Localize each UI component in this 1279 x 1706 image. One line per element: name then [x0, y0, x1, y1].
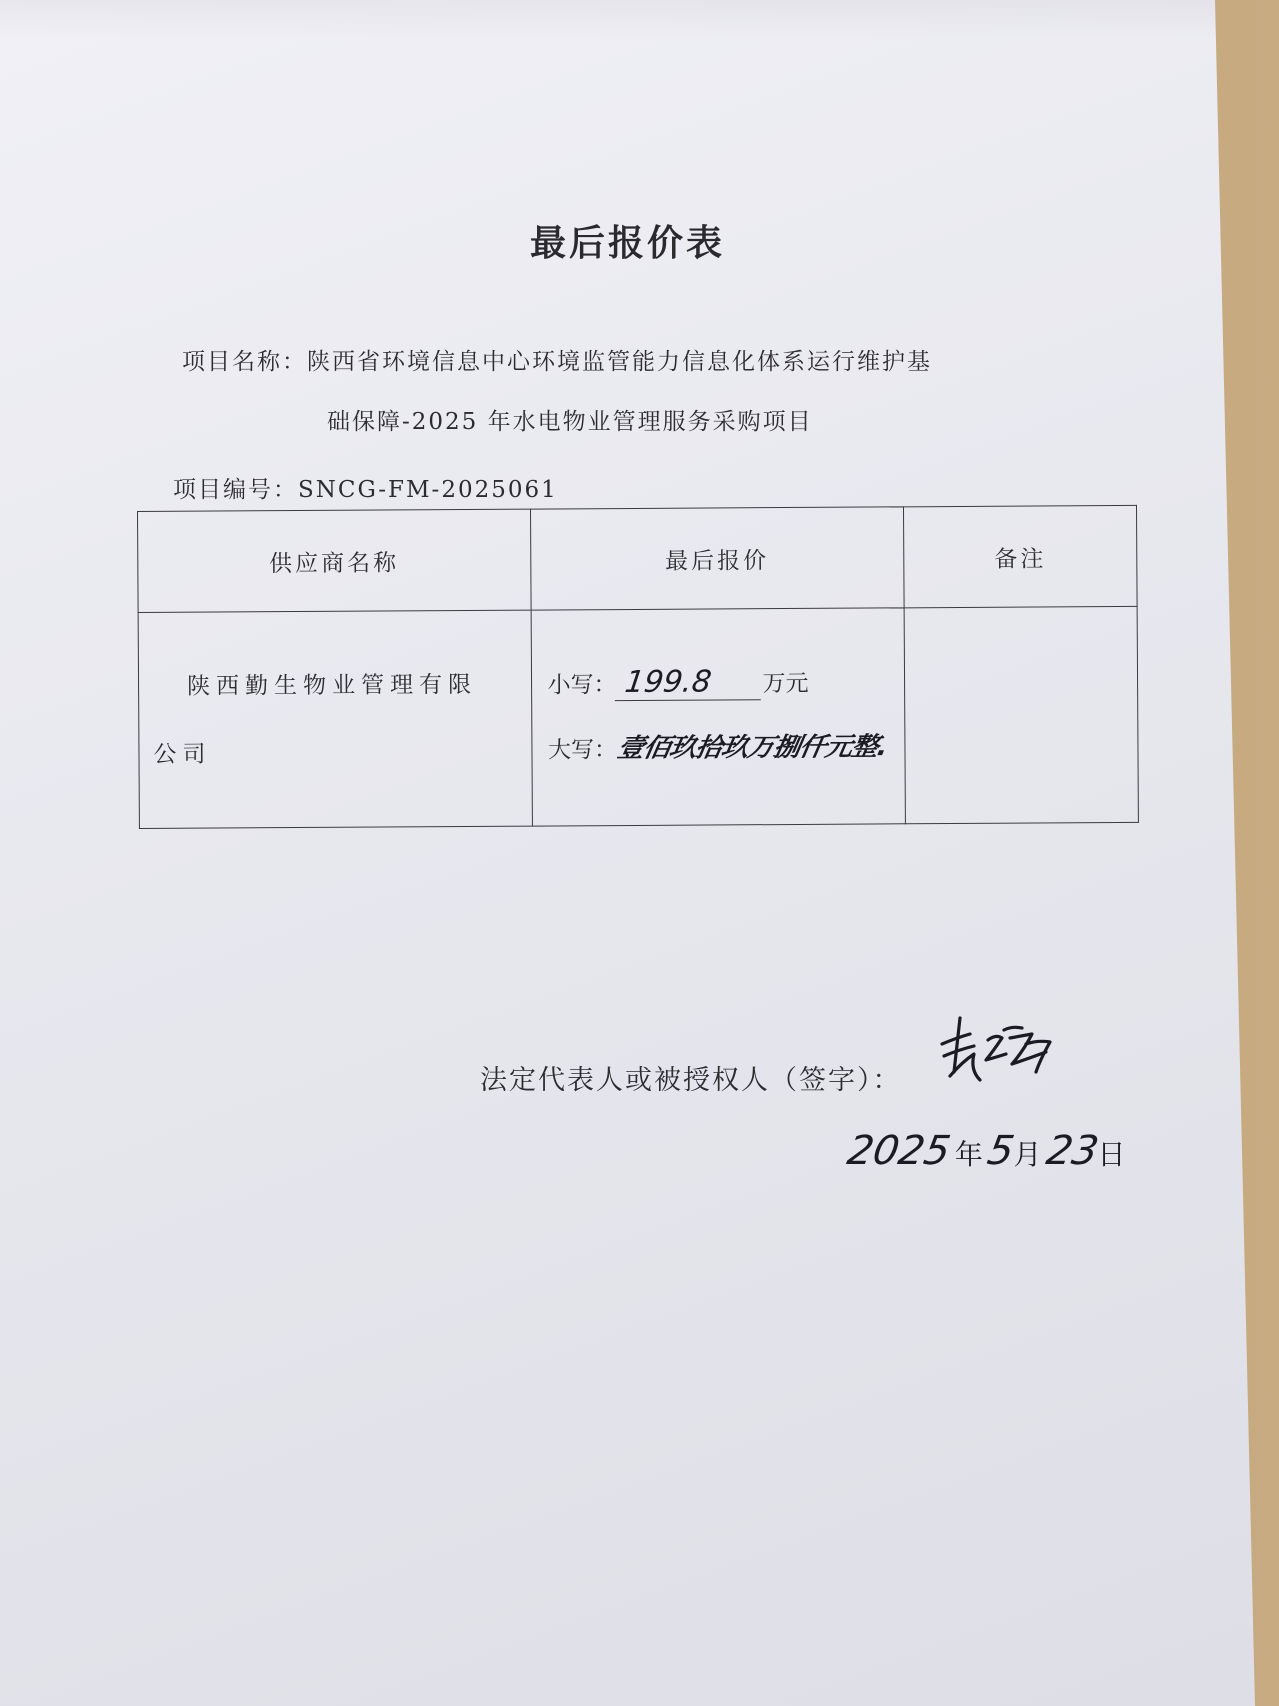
date-day-suffix: 日 [1097, 1138, 1126, 1171]
signature-date [843, 1128, 1126, 1174]
project-name-line-2: 础保障-2025 年水电物业管理服务采购项目 [327, 409, 813, 435]
header-remark: 备注 [904, 505, 1138, 607]
header-final-price: 最后报价 [530, 507, 904, 610]
supplier-name-cell [138, 610, 532, 828]
document-title: 最后报价表 [529, 222, 725, 264]
price-small-row [547, 651, 903, 717]
quote-table [137, 505, 1139, 829]
supplier-name-line-1: 陕西勤生物业管理有限 [186, 671, 478, 700]
table-row [138, 606, 1138, 828]
price-big-label: 大写： [547, 737, 618, 764]
remark-cell [904, 606, 1138, 823]
price-small-label: 小写： [547, 672, 617, 699]
table-header-row [138, 505, 1138, 612]
date-month: 5 [983, 1128, 1018, 1174]
supplier-name-line-2: 公司 [153, 741, 212, 768]
header-supplier-name: 供应商名称 [138, 509, 531, 612]
paper-shadow [0, 0, 1255, 40]
date-month-suffix: 月 [1013, 1138, 1042, 1171]
price-big-value: 壹佰玖拾玖万捌仟元整. [614, 732, 889, 764]
project-name-line-1: 项目名称：陕西省环境信息中心环境监管能力信息化体系运行维护基 [182, 349, 932, 375]
price-big-row [548, 715, 904, 782]
date-year: 2025 [843, 1128, 954, 1174]
project-number: 项目编号：SNCG-FM-2025061 [173, 477, 558, 503]
price-small-value: 199.8 [614, 665, 765, 701]
handwritten-signature [940, 1010, 1070, 1100]
price-cell [531, 608, 906, 826]
date-day: 23 [1042, 1128, 1102, 1174]
price-small-unit: 万元 [762, 670, 809, 698]
signature-label: 法定代表人或被授权人（签字）： [480, 1065, 902, 1096]
date-year-suffix: 年 [954, 1138, 983, 1171]
